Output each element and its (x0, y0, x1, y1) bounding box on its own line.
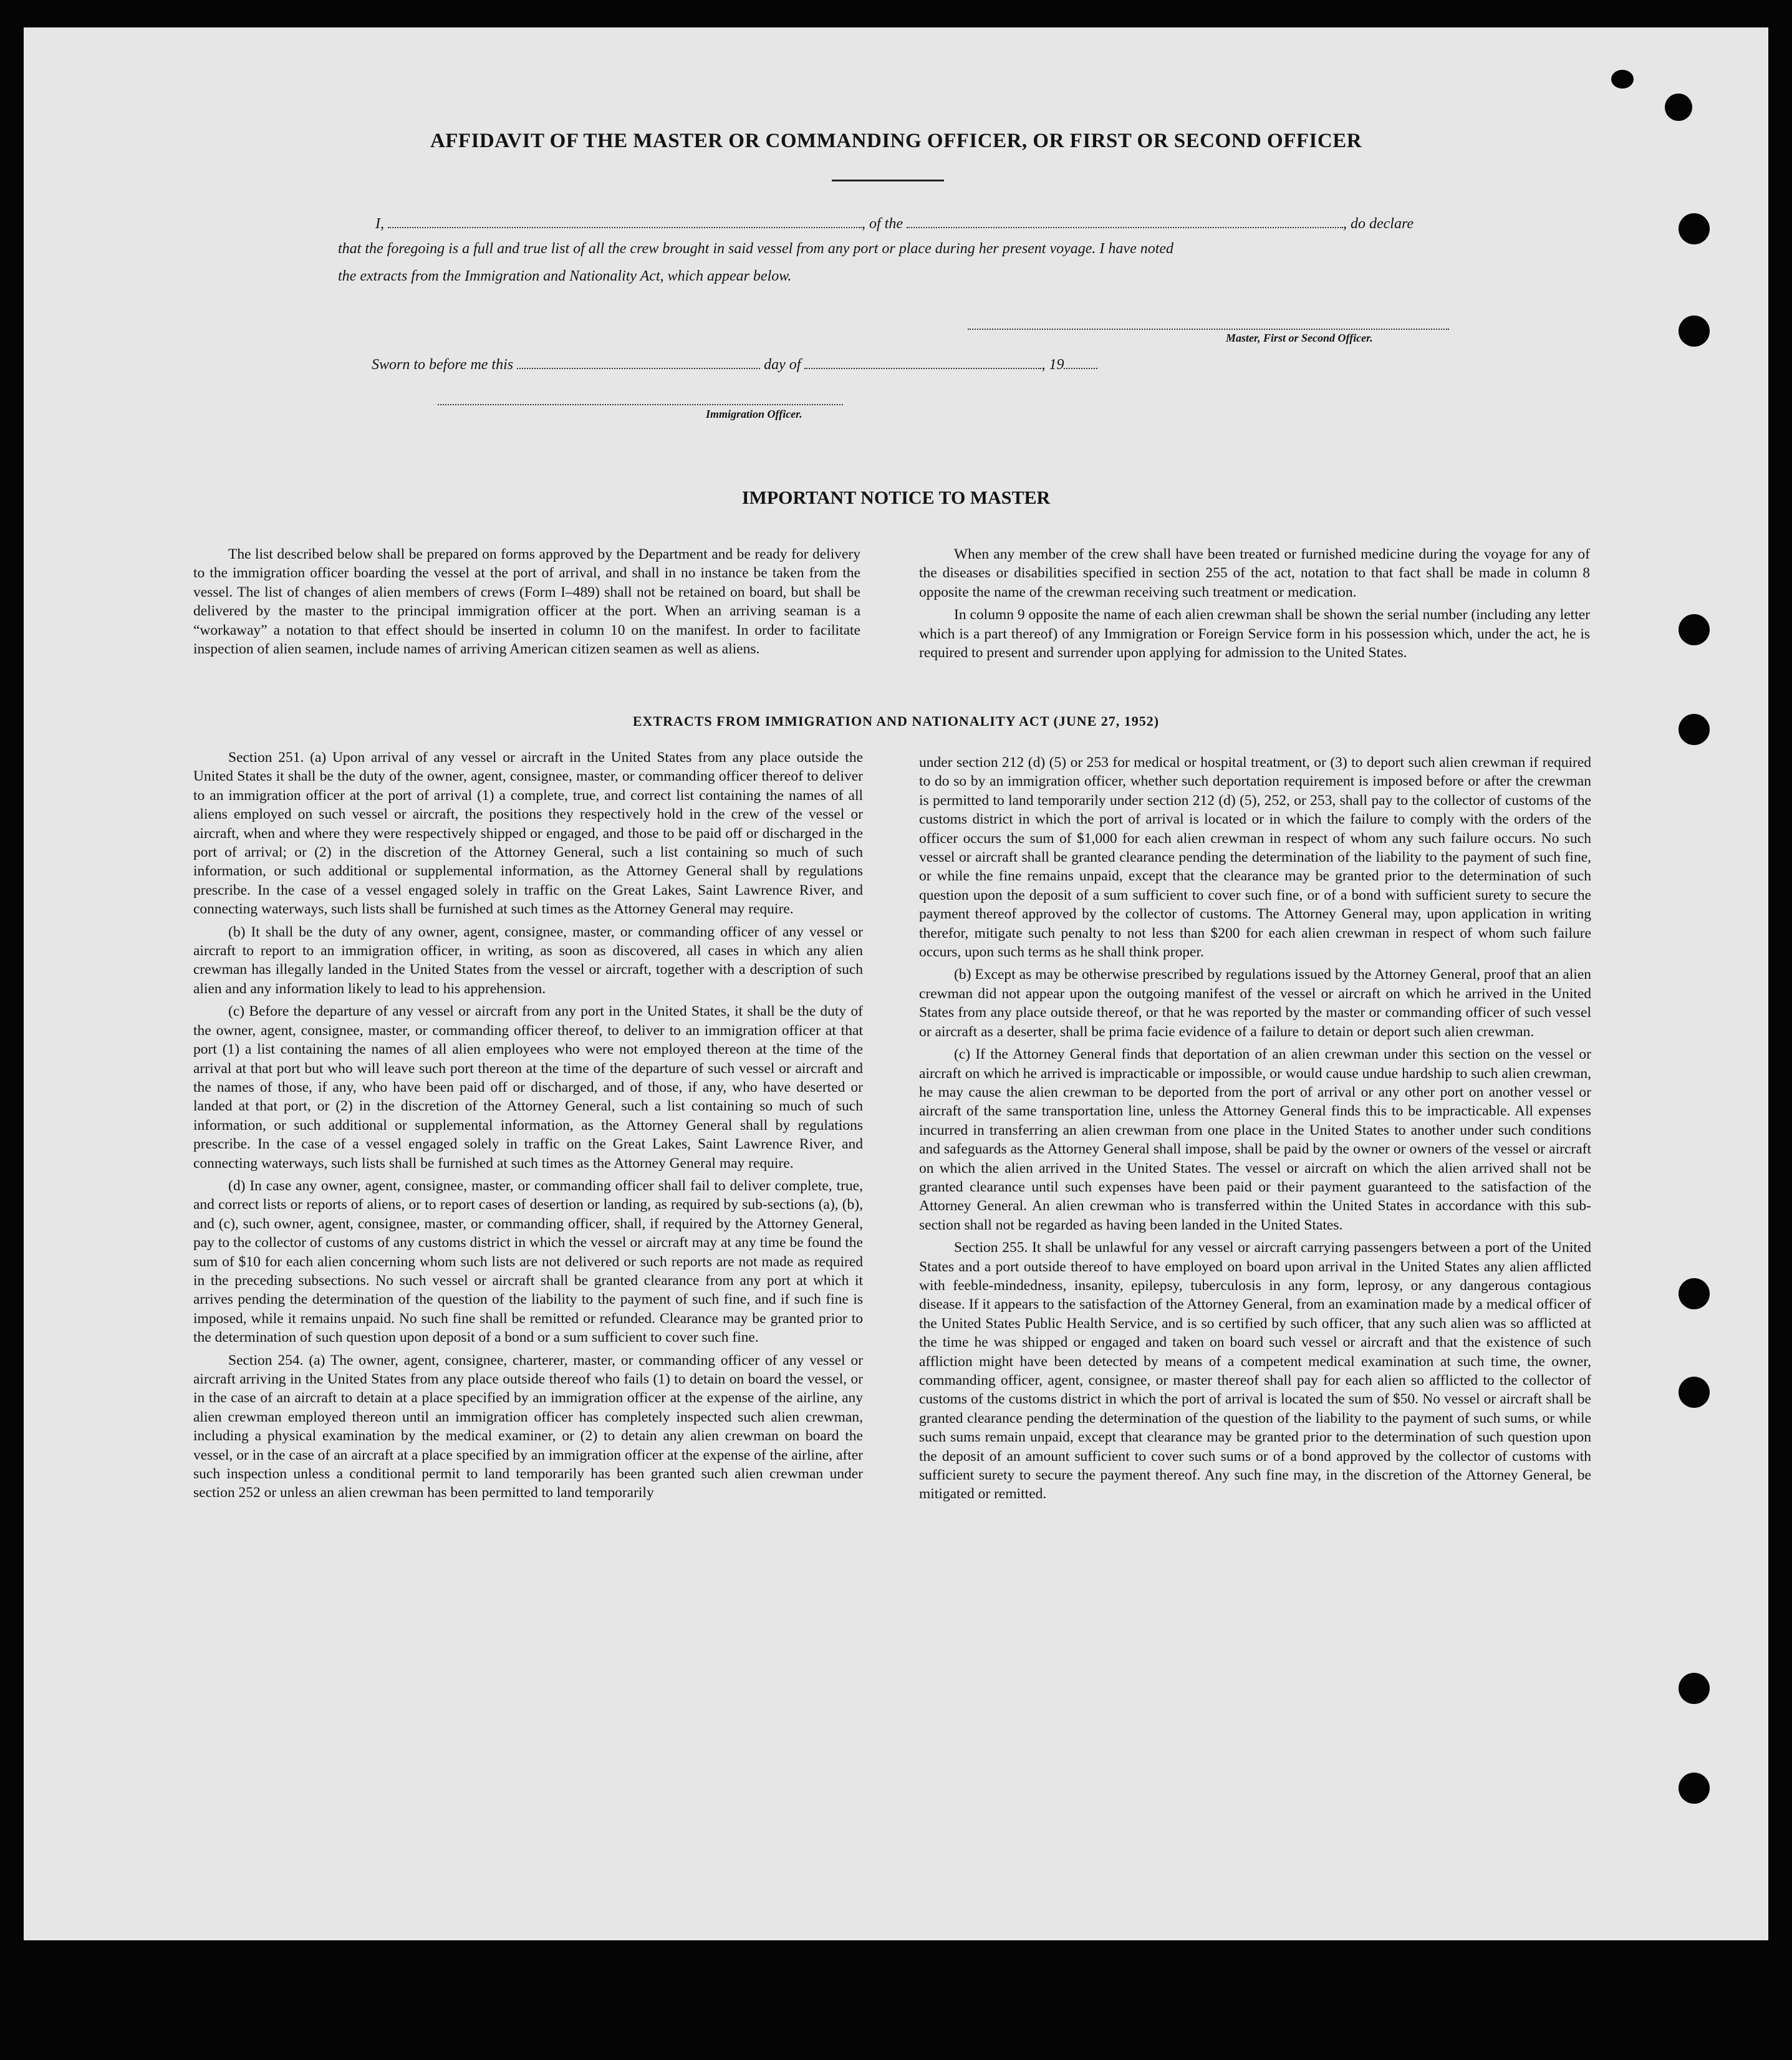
i-label: I, (375, 216, 384, 232)
vessel-field[interactable] (907, 213, 1343, 228)
extracts-left-column (193, 748, 863, 1506)
section-254-c: (c) If the Attorney General finds that deportation of an alien crewman under this section on the vessel or aircraft on which he arrived is impracticable or impossible, or would cause undue hardship to such alien crewman, he may cause the alien crewman to be deported from the port of arrival or any other port on another vessel or aircraft of the same transportation line, unless the Attorney General finds this to be impracticable. All expenses incurred in transferring an alien crewman from one place in the United States to another under such conditions and safeguards as the Attorney General shall impose, shall be paid by the owner or owners of the vessel or aircraft on which the alien arrived in the United States. The vessel or aircraft on which the alien arrived shall not be granted clearance until such expenses have been paid or their payment guaranteed to the satisfaction of the Attorney General. An alien crewman who is transferred within the United States in accordance with this sub-section shall not be regarded as having been landed in the United States. (919, 1046, 1591, 1233)
section-254-b: (b) Except as may be otherwise prescribed by regulations issued by the Attorney General, proof that an alien crewman did not appear upon the outgoing manifest of the vessel or aircraft on which he arrived in the United States from any place outside thereof, or that he was reported by the master or commanding officer of such vessel or aircraft as a deserter, shall be prima facie evidence of a failure to detain or deport such alien crewman. (919, 966, 1591, 1040)
title-rule (832, 180, 944, 181)
sworn-day-field[interactable] (517, 354, 760, 369)
master-signature-line[interactable] (968, 329, 1449, 330)
punch-hole (1611, 70, 1634, 89)
punch-hole (1679, 1377, 1710, 1408)
notice-right-column (919, 545, 1590, 666)
day-of-label: day of (764, 357, 801, 373)
statement-line-2: the extracts from the Immigration and Nationality Act, which appear below. (338, 268, 792, 284)
section-255: Section 255. It shall be unlawful for any vessel or aircraft carrying passengers between a port of the United States and a port outside thereof to have employed on board upon arrival in the United States any alien afflicted with feeble-mindedness, insanity, epilepsy, tuberculosis in any form, leprosy, or any dangerous contagious disease. If it appears to the satisfaction of the Attorney General, from an examination made by a medical officer of the United States Public Health Service, and is so certified by such officer, that any such alien was so afflicted at the time he was shipped or engaged and taken on board such vessel or aircraft and that the existence of such affliction might have been detected by means of a competent medical examination at such time, the owner, commanding officer, agent, consignee, or master thereof shall pay for each alien so afflicted to the collector of customs of the customs district in which the port of arrival is located the sum of $50. No vessel or aircraft shall be granted clearance pending the determination of the question of the liability to the payment of such sums, or while such sums remain unpaid, except that clearance may be granted prior to the determination of such question upon the deposit of an amount sufficient to cover such sums or of a bond approved by the collector of customs with sufficient surety to secure the payment thereof. Any such fine may, in the discretion of the Attorney General, be mitigated or remitted. (919, 1239, 1591, 1503)
section-251-b: (b) It shall be the duty of any owner, agent, consignee, master, or commanding officer of any vessel or aircraft to report to an immigration officer, in writing, as soon as discovered, all cases in which any alien crewman has illegally landed in the United States from the vessel or aircraft, together with a description of such alien and any information likely to lead to his apprehension. (193, 923, 863, 997)
punch-hole (1679, 1773, 1710, 1804)
year-label: , 19 (1041, 357, 1064, 373)
name-field[interactable] (388, 213, 862, 228)
extracts-title: EXTRACTS FROM IMMIGRATION AND NATIONALITY ACT (JUNE 27, 1952) (632, 713, 1160, 729)
punch-hole (1679, 213, 1710, 244)
of-the-label: , of the (862, 216, 903, 232)
section-251-d: (d) In case any owner, agent, consignee, master, or commanding officer shall fail to deliver complete, true, and correct lists or reports of aliens, or to report cases of desertion or landing, as required by sub-sections (a), (b), and (c), such owner, agent, consignee, master, or commanding officer, shall, if required by the Attorney General, pay to the collector of customs of any customs district in which the vessel or aircraft may at any time be found the sum of $10 for each alien concerning whom such lists are not delivered or such reports are not made as required in the preceding subsections. No such vessel or aircraft shall be granted clearance from any port at which it arrives pending the determination of the question of the liability to the payment of such fine, and if such fine is imposed, while it remains unpaid. No such fine shall be remitted or refunded. Clearance may be granted prior to the determination of such question upon deposit of a bond or a sum sufficient to cover such fine. (193, 1177, 863, 1346)
sworn-month-field[interactable] (804, 354, 1041, 369)
notice-left-column (193, 545, 860, 662)
sworn-label: Sworn to before me this (372, 357, 514, 373)
do-declare-label: , do declare (1343, 216, 1414, 232)
sworn-line (372, 354, 1245, 373)
declaration-line (375, 213, 1448, 233)
extracts-right-column (919, 753, 1591, 1508)
notice-right-paragraph-2: In column 9 opposite the name of each alien crewman shall be shown the serial number (including any letter which is a part thereof) of any Immigration or Foreign Service form in his possession which, under the act, he is required to present and surrender upon applying for admission to the United States. (919, 607, 1590, 662)
punch-hole (1679, 315, 1710, 347)
notice-title: IMPORTANT NOTICE TO MASTER (741, 488, 1051, 508)
section-251-c: (c) Before the departure of any vessel or aircraft from any port in the United States, it shall be the duty of the owner, agent, consignee, master, or commanding officer thereof, to deliver to an immigration officer at that port (1) a list containing the names of all alien employees who were not employed thereon at the time of the arrival at that port but who will leave such port thereon at the time of the departure of such vessel or aircraft and the names of those, if any, who have been paid off or discharged, and of those, if any, who have deserted or landed at that port, or (2) in the discretion of the Attorney General, such a list containing so much of such information, or such additional or supplemental information, as the Attorney General shall by regulations prescribe. In the case of a vessel engaged solely in traffic on the Great Lakes, Saint Lawrence River, and connecting waterways, such lists shall be furnished at such times as the Attorney General may require. (193, 1003, 863, 1172)
immigration-officer-line[interactable] (438, 404, 843, 405)
section-251-a: Section 251. (a) Upon arrival of any vessel or aircraft in the United States from any place outside the United States it shall be the duty of the owner, agent, consignee, master, or commanding officer thereof to deliver to an immigration officer at the port of arrival (1) a complete, true, and correct list containing the names of all aliens employed on such vessel or aircraft, the positions they respectively hold in the crew of the vessel or aircraft, when and where they were respectively shipped or engaged, and those to be paid off or discharged in the port of arrival; or (2) in the discretion of the Attorney General, such a list containing so much of such information, or such additional or supplemental information, as the Attorney General shall by regulations prescribe. In the case of a vessel engaged solely in traffic on the Great Lakes, Saint Lawrence River, and connecting waterways, such lists shall be furnished at such times as the Attorney General may require. (193, 749, 863, 918)
punch-hole (1679, 1278, 1710, 1309)
punch-hole (1679, 614, 1710, 645)
section-254-a: Section 254. (a) The owner, agent, consignee, charterer, master, or commanding officer of any vessel or aircraft arriving in the United States from any place outside thereof who fails (1) to detain on board the vessel, or in the case of an aircraft to detain at a place specified by an immigration officer at the expense of the airline, any alien crewman employed thereon until an immigration officer has completely inspected such alien crewman, including a physical examination by the medical examiner, or (2) to detain any alien crewman on board the vessel, or in the case of an aircraft at a place specified by an immigration officer at the expense of the airline, after such inspection unless a conditional permit to land temporarily has been granted such alien crewman under section 252 or unless an alien crewman has been permitted to land temporarily (193, 1352, 863, 1501)
immigration-officer-label: Immigration Officer. (706, 408, 802, 420)
statement-line-1: that the foregoing is a full and true list of all the crew brought in said vessel from any port or place during her present voyage. I have noted (338, 241, 1174, 257)
punch-hole (1665, 94, 1692, 121)
sworn-year-field[interactable] (1064, 354, 1097, 369)
notice-left-paragraph: The list described below shall be prepared on forms approved by the Department and be ready for delivery to the immigration officer boarding the vessel at the port of arrival, and shall in no instance be taken from the vessel. The list of changes of alien members of crews (Form I–489) shall not be retained on board, but shall be delivered by the master to the principal immigration officer at the port. When an arriving seaman is a “workaway” a notation to that effect should be inserted in column 10 on the manifest. In order to facilitate inspection of alien seamen, include names of arriving American citizen seamen as well as aliens. (193, 546, 860, 658)
section-254-a-continued: under section 212 (d) (5) or 253 for medical or hospital treatment, or (3) to deport such alien crewman if required to do so by an immigration officer, whether such deportation requirement is imposed before or after the crewman is permitted to land temporarily under section 212 (d) (5), 252, or 253, shall pay to the collector of customs of the customs district in which the port of arrival is located or in which the failure to comply with the orders of the officer occurs the sum of $1,000 for each alien crewman in respect of whom any such failure occurs. No such vessel or aircraft shall be granted clearance pending the determination of the liability to the payment of such fine, or while the fine remains unpaid, except that the clearance may be granted prior to the determination of such question upon the deposit of a sum sufficient to cover such fine, or of a bond with sufficient surety to secure the payment thereof approved by the collector of customs. The Attorney General may, upon application in writing therefor, mitigate such penalty to not less than $200 for each alien crewman in respect of whom such failure occurs, upon such terms as he shall think proper. (919, 754, 1591, 961)
notice-right-paragraph-1: When any member of the crew shall have been treated or furnished medicine during the voyage for any of the diseases or disabilities specified in section 255 of the act, notation to that fact shall be made in column 8 opposite the name of the crewman receiving such treatment or medication. (919, 546, 1590, 600)
master-signature-label: Master, First or Second Officer. (1226, 332, 1373, 344)
affidavit-title: AFFIDAVIT OF THE MASTER OR COMMANDING OFFICER, OR FIRST OR SECOND OFFICER (430, 130, 1362, 152)
punch-hole (1679, 1673, 1710, 1704)
